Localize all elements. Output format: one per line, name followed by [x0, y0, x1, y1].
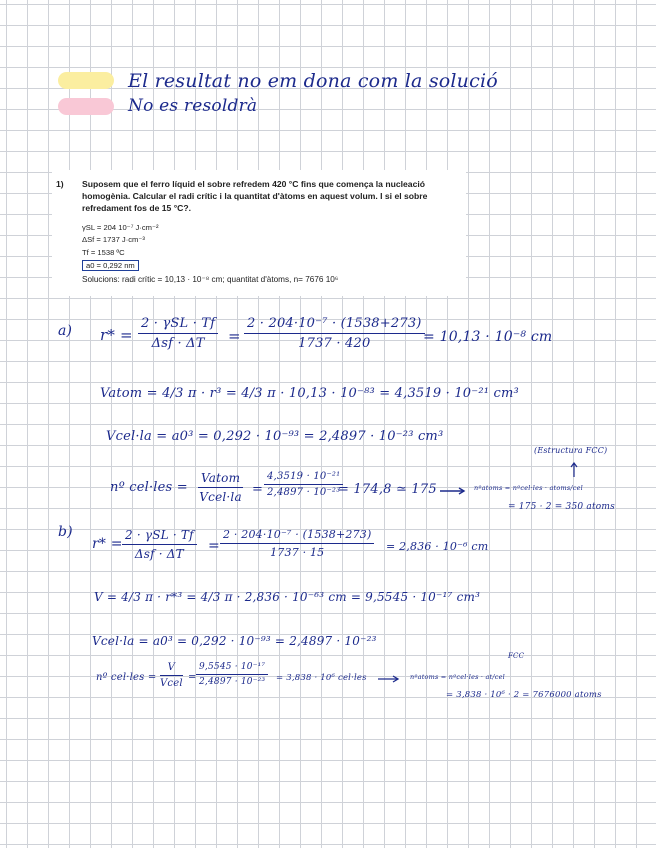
problem-statement — [52, 170, 466, 296]
given-gamma: γSL = 204 10⁻⁷ J·cm⁻² — [82, 223, 159, 232]
a-r-numerator: 2 · γSL · Tf — [138, 316, 218, 334]
a-volume-cell: Vcel·la = a0³ = 0,292 · 10⁻⁹³ = 2,4897 · 10⁻²³ cm³ — [106, 429, 444, 444]
problem-number: 1) — [56, 179, 64, 189]
b-cells-denominator: Vcel — [160, 678, 183, 689]
problem-text: Suposem que el ferro líquid el sobre refredem 420 °C fins que comença la nucleació homogènia. Calcular el radi crític i la quantitat d'àtoms en aquest volum. I si el sobre refredament fos de 15 °C?. — [82, 179, 428, 213]
b-cells-numerator-values: 9,5545 · 10⁻¹⁷ — [196, 662, 268, 675]
b-r-numerator-values: 2 · 204·10⁻⁷ · (1538+273) — [220, 528, 374, 544]
a-r-denominator-values: 1737 · 420 — [298, 336, 371, 351]
b-note-formula: nºatoms = nºcel·les · at/cel — [410, 673, 505, 681]
b-volume-cell: Vcel·la = a0³ = 0,292 · 10⁻⁹³ = 2,4897 · 10⁻²³ — [92, 634, 377, 648]
a-cells-denominator-values: 2,4897 · 10⁻²³ — [267, 487, 341, 498]
b-cells-fraction-values — [196, 662, 268, 687]
a-arrow-right — [440, 487, 466, 495]
legend-yellow-text: El resultat no em dona com la solució — [128, 70, 498, 92]
b-cells-numerator: V — [160, 662, 183, 676]
b-r-fraction — [122, 528, 197, 561]
a-cells-fraction — [198, 471, 243, 504]
b-cells-equals: = — [188, 672, 197, 683]
b-cells-denominator-values: 2,4897 · 10⁻²³ — [199, 677, 266, 687]
a-volume-atom: Vatom = 4/3 π · r³ = 4/3 π · 10,13 · 10⁻⁸³ = 4,3519 · 10⁻²¹ cm³ — [100, 386, 519, 401]
a-cells-lhs: nº cel·les = — [110, 480, 188, 495]
b-r-result: = 2,836 · 10⁻⁶ cm — [386, 540, 489, 553]
legend-pink-highlight — [58, 98, 114, 115]
b-arrow-right — [378, 675, 400, 683]
problem-solutions: Solucions: radi crític = 10,13 · 10⁻⁸ cm; quantitat d'àtoms, n= 7676 10⁶ — [82, 275, 339, 284]
b-cells-fraction — [160, 662, 183, 689]
part-a-label: a) — [58, 323, 73, 339]
a-r-denominator: Δsf · ΔT — [151, 336, 205, 351]
a-r-fraction — [138, 316, 218, 351]
given-tf: Tf = 1538 ºC — [82, 248, 125, 257]
a-r-equals: = — [228, 327, 241, 345]
b-r-lhs: r* = — [92, 536, 123, 552]
a-note-result: = 175 · 2 = 350 atoms — [508, 502, 615, 512]
part-b-label: b) — [58, 524, 73, 540]
a-note-arrow-up — [570, 462, 578, 478]
a-r-lhs: r* = — [100, 326, 133, 344]
b-note-result: = 3,838 · 10⁶ · 2 = 7676000 atoms — [446, 690, 602, 700]
a-cells-result: = 174,8 ≃ 175 — [338, 482, 437, 497]
b-r-denominator: Δsf · ΔT — [134, 547, 184, 561]
a-r-fraction-values — [244, 316, 425, 351]
given-entropy: ΔSf = 1737 J·cm⁻³ — [82, 235, 145, 244]
b-r-equals: = — [208, 538, 220, 554]
b-cells-result: = 3,838 · 10⁶ cel·les — [276, 673, 367, 683]
b-r-numerator: 2 · γSL · Tf — [122, 528, 197, 545]
given-a0-boxed: a0 = 0,292 nm — [82, 260, 139, 271]
a-cells-denominator: Vcel·la — [199, 490, 242, 504]
a-cells-numerator-values: 4,3519 · 10⁻²¹ — [264, 471, 343, 485]
b-volume: V = 4/3 π · r*³ = 4/3 π · 2,836 · 10⁻⁶³ cm = 9,5545 · 10⁻¹⁷ cm³ — [94, 590, 481, 604]
a-cells-equals: = — [252, 482, 264, 497]
a-note-structure: (Estructura FCC) — [534, 446, 608, 455]
legend-pink-text: No es resoldrà — [128, 96, 258, 116]
b-note-fcc: FCC — [508, 652, 525, 660]
b-r-fraction-values — [220, 528, 374, 559]
a-r-numerator-values: 2 · 204·10⁻⁷ · (1538+273) — [244, 316, 425, 334]
b-r-denominator-values: 1737 · 15 — [270, 546, 325, 559]
legend-yellow-highlight — [58, 72, 114, 89]
a-note-formula: nºatoms = nºcel·les · atoms/cel — [474, 484, 583, 492]
a-cells-fraction-values — [264, 471, 343, 498]
a-cells-numerator: Vatom — [198, 471, 243, 488]
a-r-result: = 10,13 · 10⁻⁸ cm — [423, 329, 553, 345]
b-cells-lhs: nº cel·les = — [96, 672, 157, 683]
